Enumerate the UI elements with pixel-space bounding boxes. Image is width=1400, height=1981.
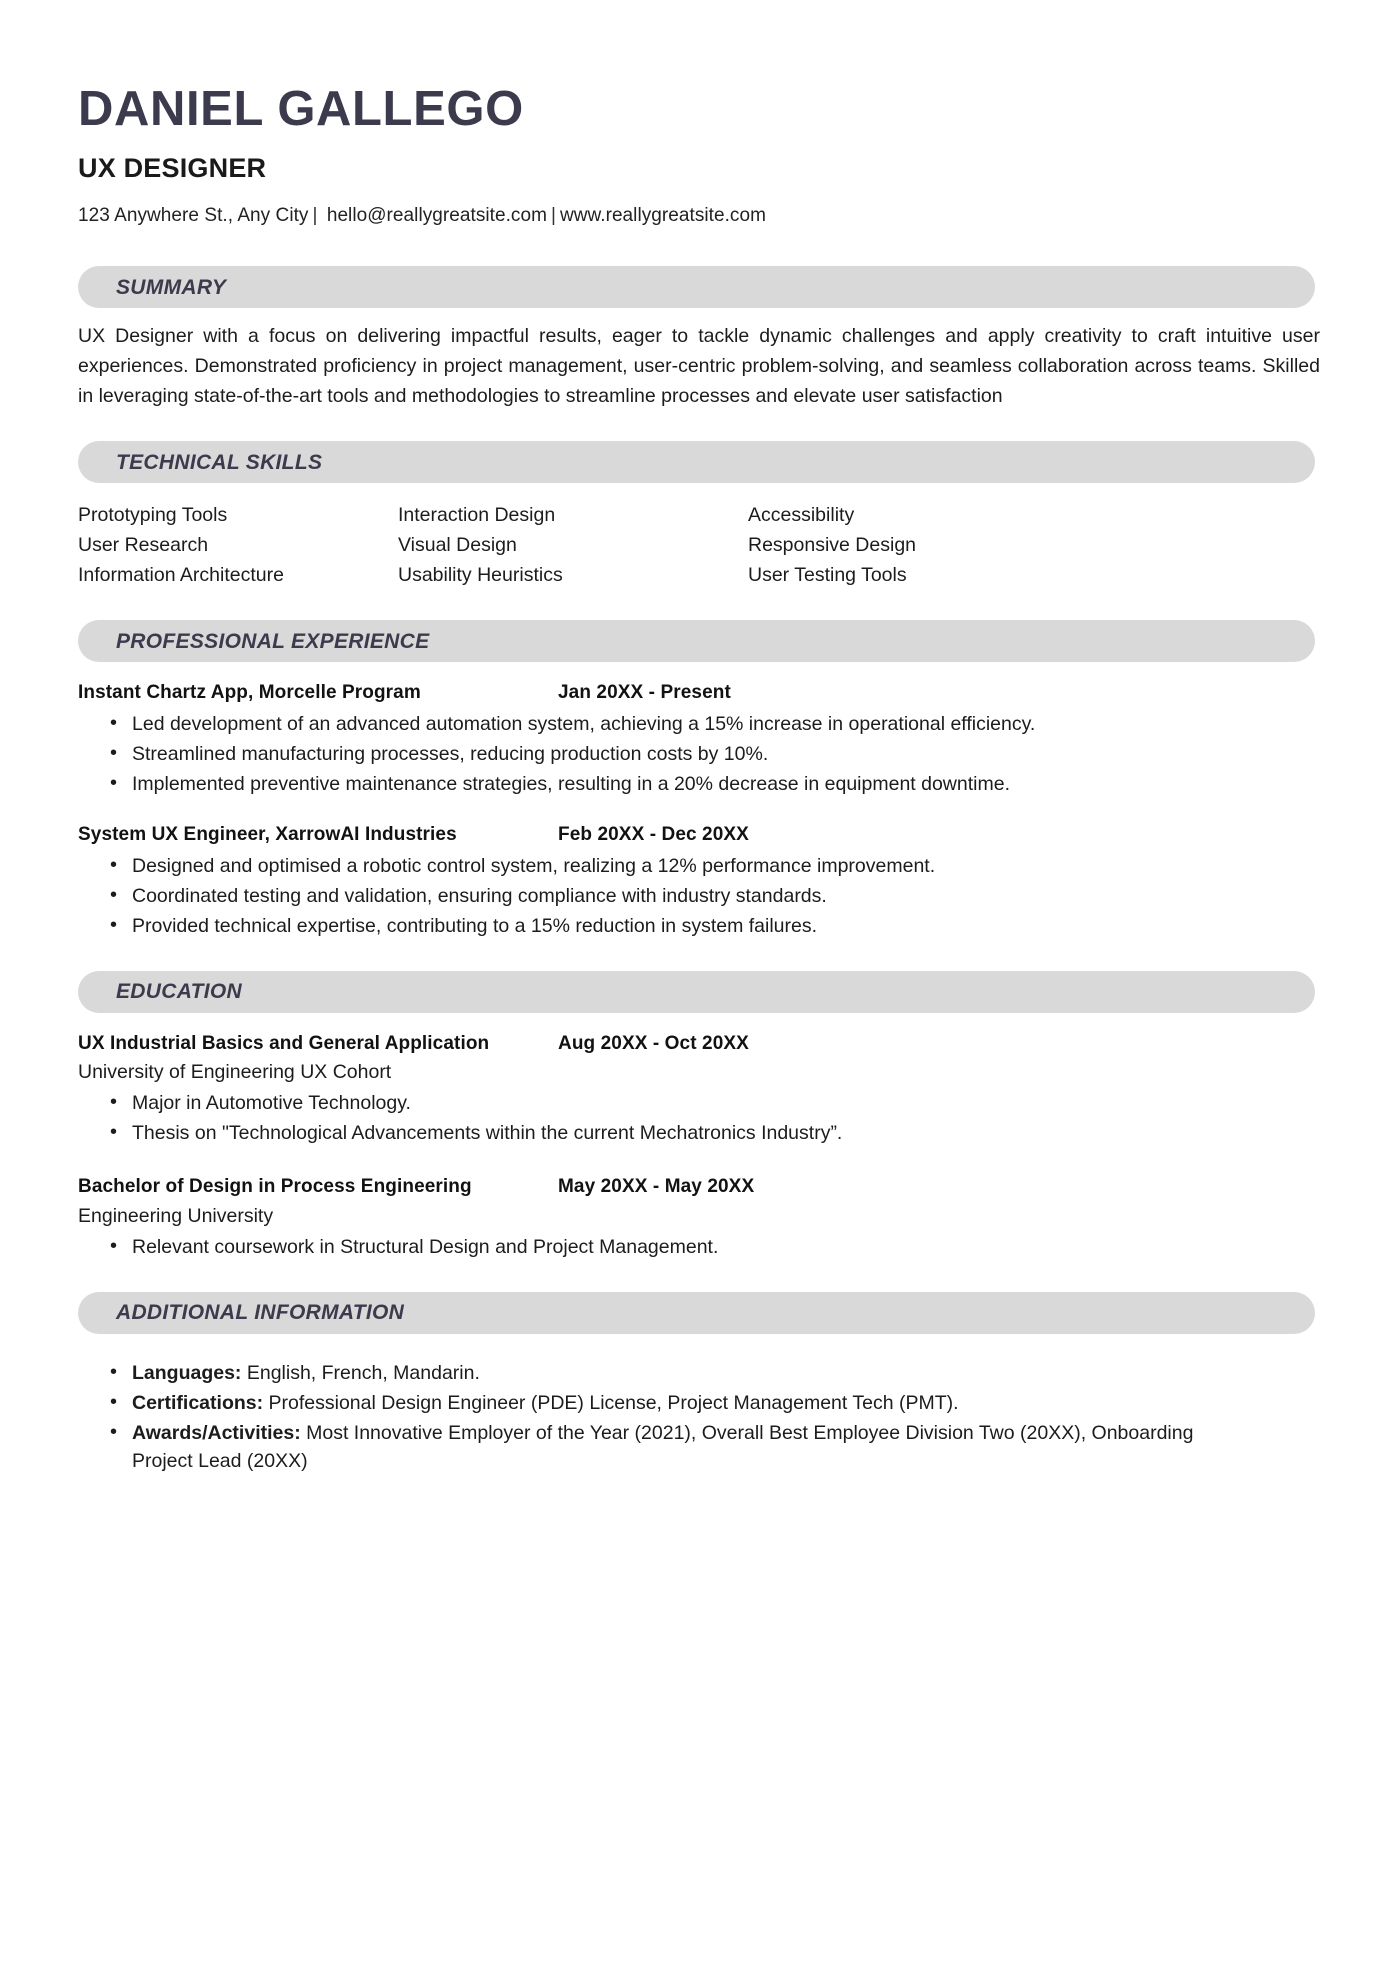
section-header-professional-experience — [78, 620, 1315, 662]
section-title-education: EDUCATION — [116, 980, 242, 1004]
list-item: • Designed and optimised a robotic control system, realizing a 12% performance improvement. — [78, 852, 1258, 881]
list-item: • Streamlined manufacturing processes, reducing production costs by 10%. — [78, 740, 1258, 769]
section-header-summary — [78, 266, 1315, 308]
section-title-summary: SUMMARY — [116, 275, 227, 299]
section-header-education — [78, 971, 1315, 1013]
education-institution: University of Engineering UX Cohort — [78, 1061, 392, 1084]
section-additional-information — [78, 1292, 1322, 1476]
experience-job-date: Jan 20XX - Present — [558, 682, 731, 704]
contact-line — [78, 204, 1322, 229]
skill-item: Information Architecture — [78, 563, 284, 586]
additional-info-value: Most Innovative Employer of the Year (2021), Overall Best Employee Division Two (20XX), Onboarding Project Lead (20XX) — [132, 1421, 1194, 1473]
skill-item: Accessibility — [748, 504, 855, 527]
skill-item: Responsive Design — [748, 533, 917, 556]
experience-job-title: Instant Chartz App, Morcelle Program — [78, 682, 421, 704]
education-degree-title: UX Industrial Basics and General Application — [78, 1032, 490, 1054]
additional-info-list — [78, 1359, 1258, 1476]
experience-bullet-list — [78, 710, 1258, 799]
contact-separator-1: | — [312, 204, 318, 226]
contact-email[interactable]: hello@reallygreatsite.com — [326, 204, 547, 226]
experience-entries — [78, 676, 1322, 940]
additional-info-label: Awards/Activities: — [132, 1421, 301, 1444]
list-item — [78, 1419, 1258, 1477]
contact-address: 123 Anywhere St., Any City — [78, 204, 309, 226]
education-degree-title: Bachelor of Design in Process Engineering — [78, 1176, 472, 1198]
experience-bullet-list — [78, 852, 1258, 941]
list-item — [78, 1389, 1258, 1418]
list-item: • Provided technical expertise, contributing to a 15% reduction in system failures. — [78, 912, 1258, 941]
education-date: Aug 20XX - Oct 20XX — [558, 1032, 749, 1054]
additional-info-value: Professional Design Engineer (PDE) License, Project Management Tech (PMT). — [263, 1391, 959, 1414]
contact-separator-2: | — [550, 204, 556, 226]
skill-item: Usability Heuristics — [398, 563, 563, 586]
section-professional-experience — [78, 620, 1322, 940]
education-entry — [78, 1174, 1322, 1262]
additional-info-block — [78, 1348, 1322, 1476]
skill-item: User Testing Tools — [748, 563, 907, 586]
additional-info-label: Languages: — [132, 1361, 242, 1384]
skill-item: Prototyping Tools — [78, 504, 228, 527]
section-technical-skills — [78, 441, 1322, 590]
education-bullet-list — [78, 1233, 1258, 1262]
list-item: • Major in Automotive Technology. — [78, 1089, 1258, 1118]
education-date: May 20XX - May 20XX — [558, 1176, 755, 1198]
experience-job-date: Feb 20XX - Dec 20XX — [558, 824, 749, 846]
skill-item: User Research — [78, 533, 209, 556]
education-institution: Engineering University — [78, 1204, 274, 1227]
skills-grid — [78, 497, 1320, 590]
candidate-name: DANIEL GALLEGO — [78, 82, 524, 136]
list-item: • Implemented preventive maintenance strategies, resulting in a 20% decrease in equipment downtime. — [78, 770, 1258, 799]
skill-item: Interaction Design — [398, 504, 556, 527]
contact-website[interactable]: www.reallygreatsite.com — [559, 204, 766, 226]
list-item: • Coordinated testing and validation, ensuring compliance with industry standards. — [78, 882, 1258, 911]
experience-entry-head — [78, 822, 1322, 849]
list-item: • Led development of an advanced automation system, achieving a 15% increase in operational efficiency. — [78, 710, 1258, 739]
additional-info-label: Certifications: — [132, 1391, 264, 1414]
education-entry — [78, 1031, 1322, 1149]
section-title-additional-information: ADDITIONAL INFORMATION — [116, 1301, 405, 1325]
section-education — [78, 971, 1322, 1262]
education-bullet-list — [78, 1089, 1258, 1148]
experience-entry-head — [78, 680, 1322, 707]
list-item — [78, 1359, 1258, 1388]
list-item: • Thesis on "Technological Advancements within the current Mechatronics Industry”. — [78, 1119, 1258, 1148]
education-entry-head — [78, 1031, 1322, 1058]
experience-entry — [78, 822, 1322, 940]
skill-item: Visual Design — [398, 533, 517, 556]
section-summary — [78, 266, 1322, 411]
section-title-technical-skills: TECHNICAL SKILLS — [116, 450, 323, 474]
section-title-professional-experience: PROFESSIONAL EXPERIENCE — [116, 629, 430, 653]
section-header-additional-information — [78, 1292, 1315, 1334]
experience-entry — [78, 680, 1322, 798]
resume-header — [78, 84, 1322, 228]
candidate-role: UX DESIGNER — [78, 152, 267, 183]
summary-paragraph: UX Designer with a focus on delivering impactful results, eager to tackle dynamic challenges and apply creativity to craft intuitive user experiences. Demonstrated proficiency in project management, user-centric problem-solving, and seamless collaboration across teams. Skilled in leveraging state-of-the-art tools and methodologies to streamline processes and elevate user satisfaction — [78, 325, 1320, 407]
additional-info-value: English, French, Mandarin. — [241, 1361, 480, 1384]
education-entry-head — [78, 1174, 1322, 1201]
list-item: • Relevant coursework in Structural Design and Project Management. — [78, 1233, 1258, 1262]
education-entries — [78, 1027, 1322, 1262]
experience-job-title: System UX Engineer, XarrowAI Industries — [78, 824, 457, 846]
section-header-technical-skills — [78, 441, 1315, 483]
